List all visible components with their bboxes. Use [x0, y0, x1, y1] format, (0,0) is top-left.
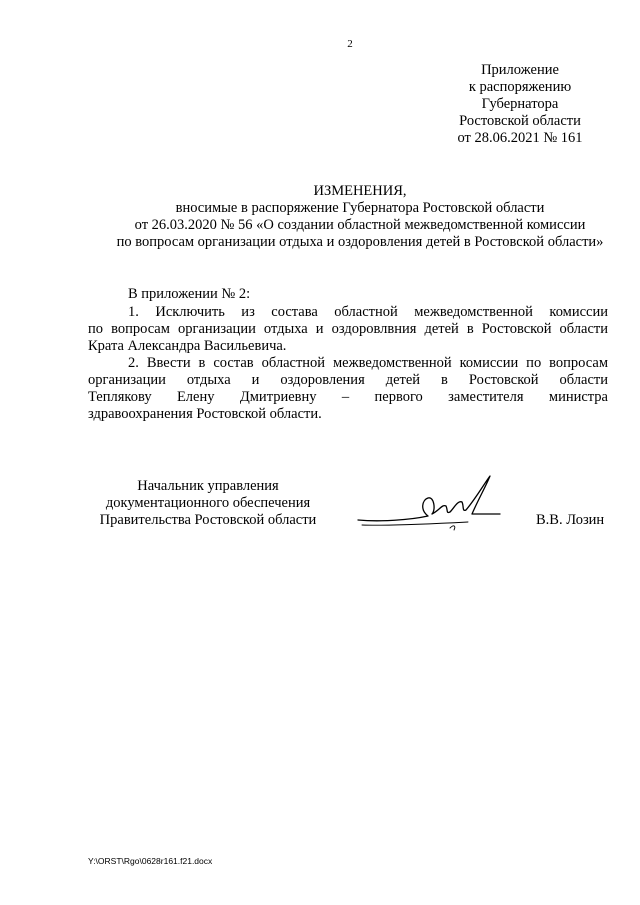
body-intro: В приложении № 2: — [128, 286, 251, 302]
signatory-name: В.В. Лозин — [536, 512, 605, 528]
document-body — [88, 286, 608, 423]
item-1-line: 1. Исключить из состава областной межведомственной комиссии — [128, 304, 608, 320]
appendix-date-number: от 28.06.2021 № 161 — [457, 130, 583, 146]
position-line: Начальник управления — [137, 478, 279, 494]
item-1-line: по вопросам организации отдыха и оздоровлвния детей в Ростовской области — [88, 321, 608, 337]
title-heading: ИЗМЕНЕНИЯ, — [313, 183, 407, 199]
appendix-line: к распоряжению — [468, 79, 572, 95]
document-title — [80, 183, 640, 251]
appendix-line: Ростовской области — [459, 113, 581, 129]
item-2-line: 2. Ввести в состав областной межведомственной комиссии по вопросам — [128, 355, 608, 371]
handwritten-signature — [350, 470, 510, 540]
title-line: вносимые в распоряжение Губернатора Ростовской области — [175, 200, 545, 216]
signatory-position — [88, 478, 328, 529]
item-2-line: Теплякову Елену Дмитриевну – первого заместителя министра — [88, 389, 608, 405]
file-path: Y:\ORST\Rgo\0628r161.f21.docx — [88, 856, 213, 866]
appendix-header — [440, 62, 600, 147]
item-2-line: организации отдыха и оздоровления детей в Ростовской области — [88, 372, 608, 388]
title-line: по вопросам организации отдыха и оздоровления детей в Ростовской области» — [116, 234, 604, 250]
item-2-line: здравоохранения Ростовской области. — [88, 406, 322, 422]
appendix-line: Приложение — [481, 62, 559, 78]
position-line: документационного обеспечения — [105, 495, 311, 511]
title-line: от 26.03.2020 № 56 «О создании областной межведомственной комиссии — [134, 217, 586, 233]
page-number: 2 — [347, 38, 353, 50]
position-line: Правительства Ростовской области — [99, 512, 317, 528]
appendix-line: Губернатора — [481, 96, 559, 112]
item-1-line: Крата Александра Васильевича. — [88, 338, 287, 354]
